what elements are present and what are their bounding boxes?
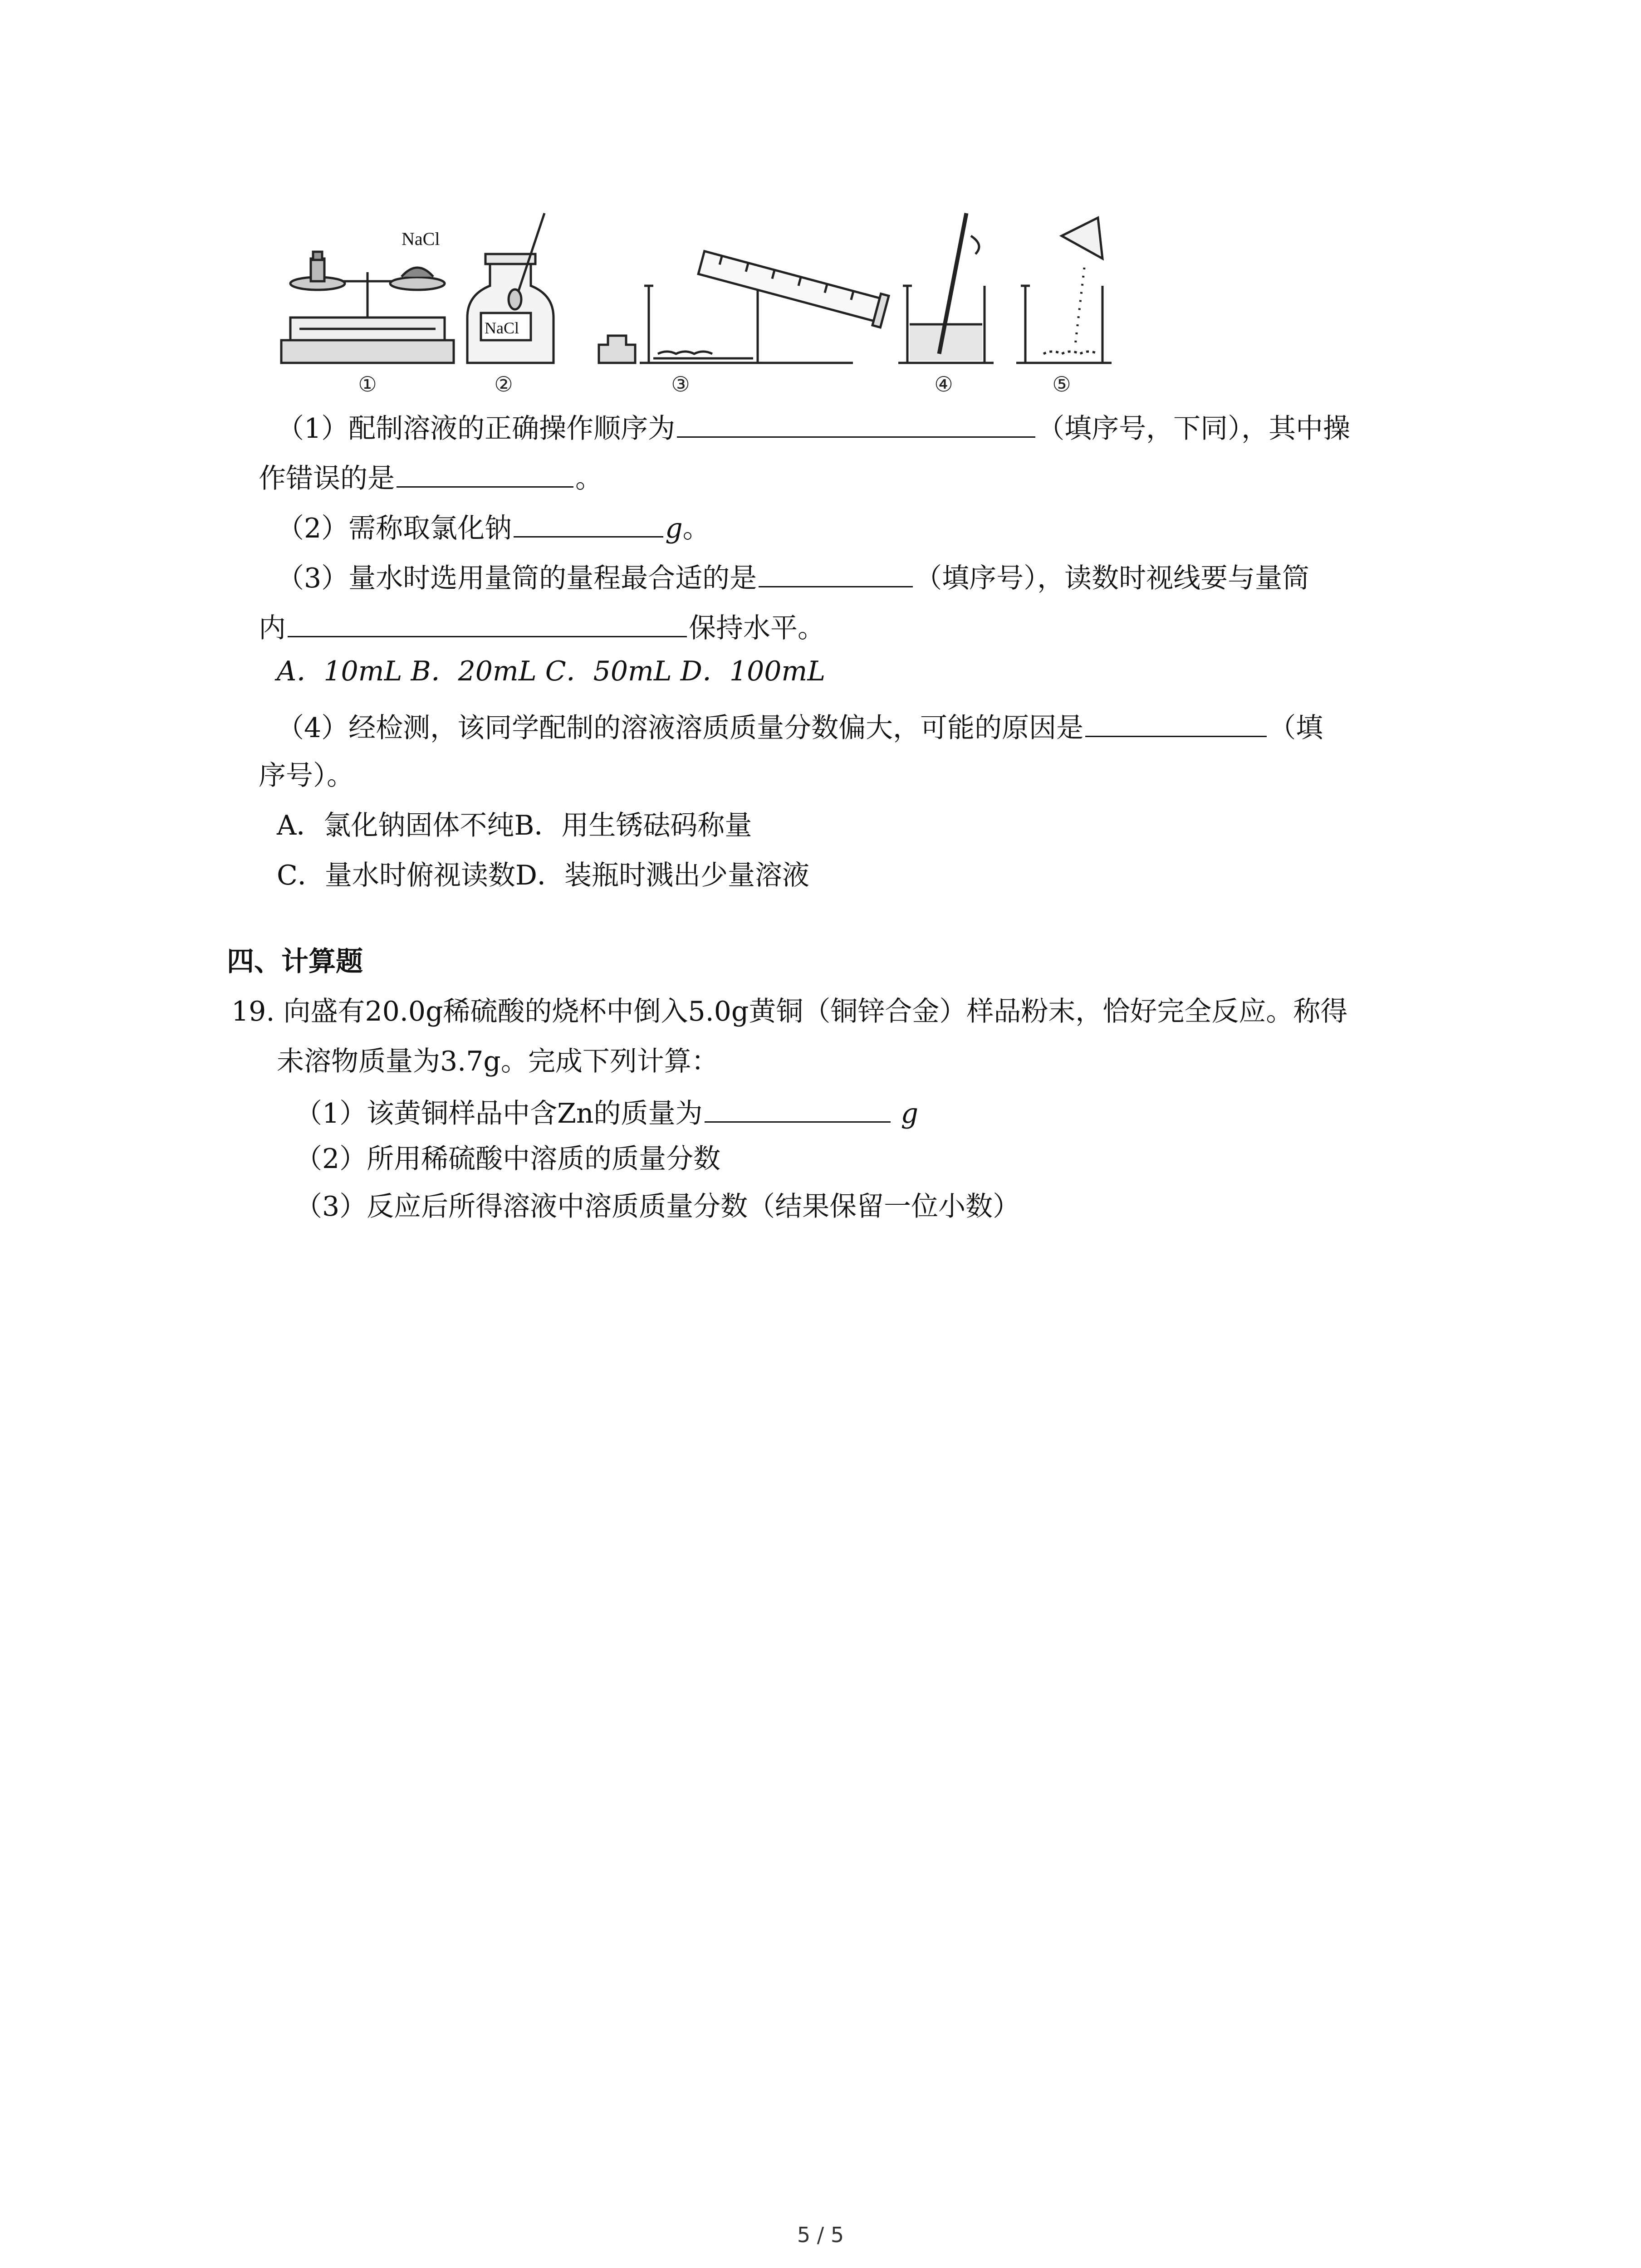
step-number-4: ④ (934, 372, 953, 396)
q19-stem-line1: 19. 向盛有20.0g稀硫酸的烧杯中倒入5.0g黄铜（铜锌合金）样品粉末，恰好完全反应。称得 (231, 996, 1348, 1027)
q18-sub4-line1 (277, 708, 1323, 746)
stirring-illustration (898, 213, 994, 363)
q18-sub3-text: （3）量水时选用量筒的量程最合适的是 (277, 562, 757, 594)
lab-steps-drawing (272, 209, 1134, 408)
q18-sub1-answer-blank[interactable] (677, 408, 1035, 438)
q18-sub4-option-cd: C．量水时俯视读数D．装瓶时溅出少量溶液 (277, 860, 810, 891)
q19-sub1-text: （1）该黄铜样品中含Zn的质量为 (295, 1098, 703, 1129)
q18-sub4-line2: 序号）。 (259, 760, 354, 792)
balance-illustration (281, 252, 454, 363)
q18-sub4-hint: （填 (1269, 712, 1323, 744)
q18-sub4-answer-blank[interactable] (1085, 708, 1267, 737)
step-number-5: ⑤ (1052, 372, 1071, 396)
nacl-jar-label: NaCl (485, 319, 519, 337)
step-number-3: ③ (671, 372, 690, 396)
lab-steps-figure (272, 209, 1134, 408)
q18-sub4-option-ab: A．氯化钠固体不纯B．用生锈砝码称量 (277, 810, 752, 841)
q18-sub3-inside-text: 内 (259, 612, 286, 644)
q18-sub2-line (277, 508, 710, 547)
q19-sub3-line: （3）反应后所得溶液中溶质质量分数（结果保留一位小数） (295, 1191, 1020, 1222)
q18-sub1-error-blank[interactable] (397, 458, 573, 488)
step-number-1: ① (358, 372, 377, 396)
q18-sub3-line1 (277, 558, 1309, 596)
q18-sub2-text: （2）需称取氯化钠 (277, 513, 512, 544)
q18-sub3-line2 (259, 608, 825, 646)
q18-sub2-answer-blank[interactable] (514, 508, 663, 538)
q18-sub2-unit: g (665, 513, 683, 544)
q18-sub1-text: （1）配制溶液的正确操作顺序为 (277, 413, 676, 445)
q19-sub1-line (295, 1093, 918, 1132)
q18-sub3-hint: （填序号），读数时视线要与量筒 (915, 562, 1310, 594)
q19-sub1-unit: g (901, 1098, 919, 1129)
q18-sub3-options: A．10mL B．20mL C．50mL D．100mL (277, 655, 826, 687)
q19-stem-line2: 未溶物质量为3.7g。完成下列计算： (277, 1046, 719, 1077)
section-4-heading: 四、计算题 (227, 946, 363, 978)
page-number: 5 / 5 (797, 2223, 844, 2247)
q19-sub2-line: （2）所用稀硫酸中溶质的质量分数 (295, 1143, 721, 1175)
q18-sub3-level-text: 保持水平。 (689, 612, 825, 644)
q18-sub1-line2 (259, 458, 603, 497)
nacl-balance-label: NaCl (402, 229, 440, 249)
q18-sub1-line1 (277, 408, 1350, 447)
q18-sub1-error-text: 作错误的是 (259, 463, 395, 494)
q18-sub4-text: （4）经检测，该同学配制的溶液溶质质量分数偏大，可能的原因是 (277, 712, 1084, 744)
pouring-cylinder-illustration (640, 247, 889, 363)
q19-sub1-answer-blank[interactable] (705, 1093, 891, 1123)
pouring-solid-illustration (1016, 218, 1112, 363)
q18-sub1-period: 。 (575, 463, 603, 494)
step-number-2: ② (494, 372, 513, 396)
reagent-jar-illustration (467, 213, 635, 363)
q18-sub1-hint: （填序号，下同），其中操 (1037, 413, 1351, 445)
q18-sub3-level-blank[interactable] (288, 608, 687, 637)
q18-sub3-answer-blank[interactable] (759, 558, 913, 587)
q18-sub2-period: 。 (682, 513, 710, 544)
